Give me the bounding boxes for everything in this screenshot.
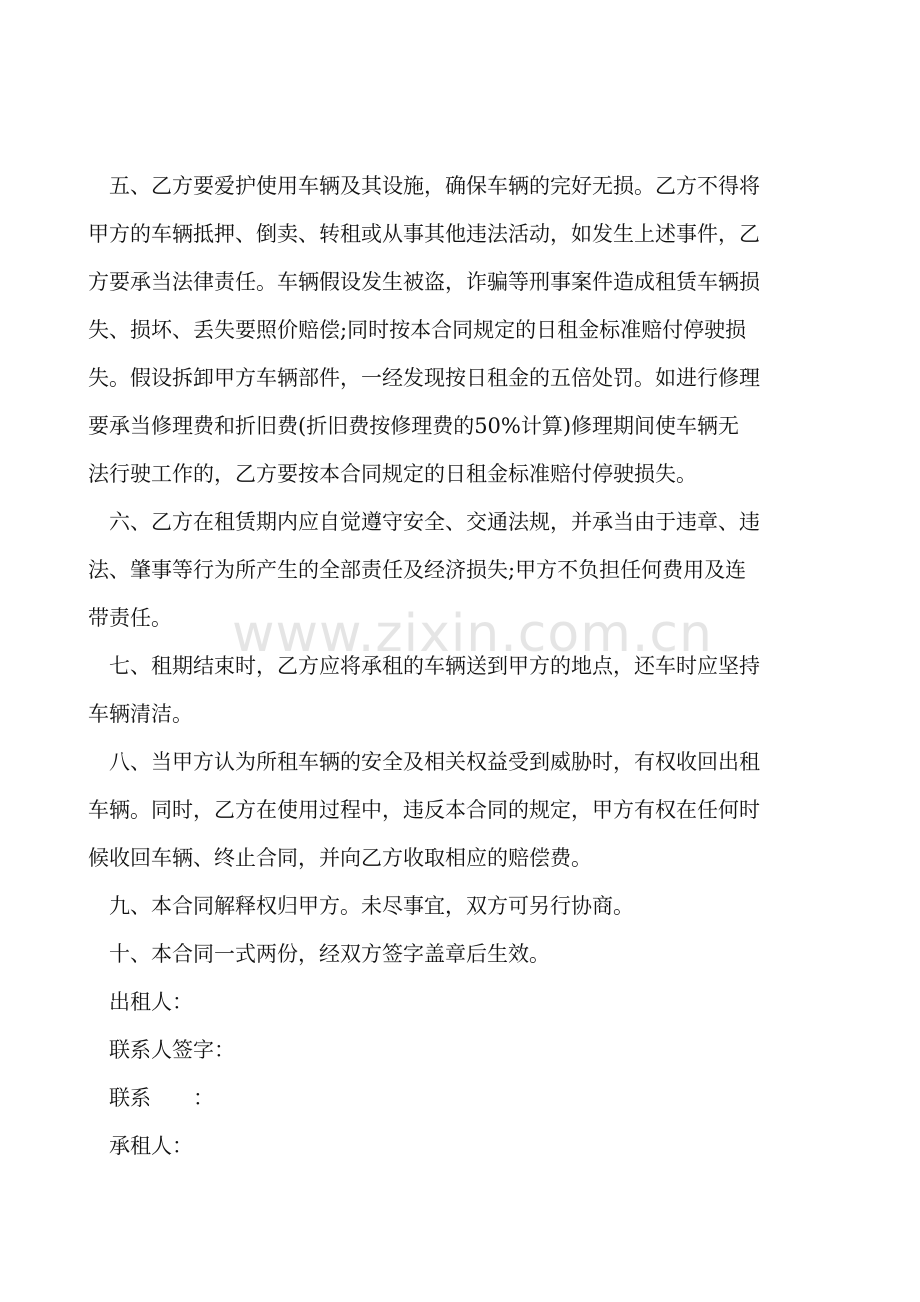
clause-6-line-2: 法、肇事等行为所产生的全部责任及经济损失;甲方不负担任何费用及连: [88, 558, 747, 582]
clause-8-line-2: 车辆。同时，乙方在使用过程中，违反本合同的规定，甲方有权在任何时: [88, 798, 760, 822]
clause-5-line-5: 失。假设拆卸甲方车辆部件，一经发现按日租金的五倍处罚。如进行修理: [88, 366, 760, 390]
clause-5-line-6: 要承当修理费和折旧费(折旧费按修理费的50%计算)修理期间使车辆无: [88, 414, 740, 438]
lessor-label: 出租人：: [88, 990, 193, 1014]
clause-8-line-1: 八、当甲方认为所租车辆的安全及相关权益受到威胁时，有权收回出租: [88, 750, 760, 774]
clause-5-line-1: 五、乙方要爱护使用车辆及其设施，确保车辆的完好无损。乙方不得将: [88, 174, 760, 198]
contact-signature-label: 联系人签字：: [88, 1038, 235, 1062]
clause-5-line-3: 方要承当法律责任。车辆假设发生被盗，诈骗等刑事案件造成租赁车辆损: [88, 270, 760, 294]
clause-8-line-3: 候收回车辆、终止合同，并向乙方收取相应的赔偿费。: [88, 846, 592, 870]
clause-10: 十、本合同一式两份，经双方签字盖章后生效。: [88, 942, 550, 966]
contact-label: 联系 ：: [88, 1086, 214, 1110]
clause-5-line-7: 法行驶工作的，乙方要按本合同规定的日租金标准赔付停驶损失。: [88, 462, 697, 486]
clause-6-line-3: 带责任。: [88, 606, 172, 630]
lessee-label: 承租人：: [88, 1134, 193, 1158]
watermark: www.zixin.com.cn: [232, 604, 713, 664]
clause-5-line-4: 失、损坏、丢失要照价赔偿;同时按本合同规定的日租金标准赔付停驶损: [88, 318, 747, 342]
clause-7-line-1: 七、租期结束时，乙方应将承租的车辆送到甲方的地点，还车时应坚持: [88, 654, 760, 678]
clause-7-line-2: 车辆清洁。: [88, 702, 193, 726]
clause-6-line-1: 六、乙方在租赁期内应自觉遵守安全、交通法规，并承当由于违章、违: [88, 510, 760, 534]
clause-9: 九、本合同解释权归甲方。未尽事宜，双方可另行协商。: [88, 894, 634, 918]
clause-5-line-2: 甲方的车辆抵押、倒卖、转租或从事其他违法活动，如发生上述事件，乙: [88, 222, 760, 246]
